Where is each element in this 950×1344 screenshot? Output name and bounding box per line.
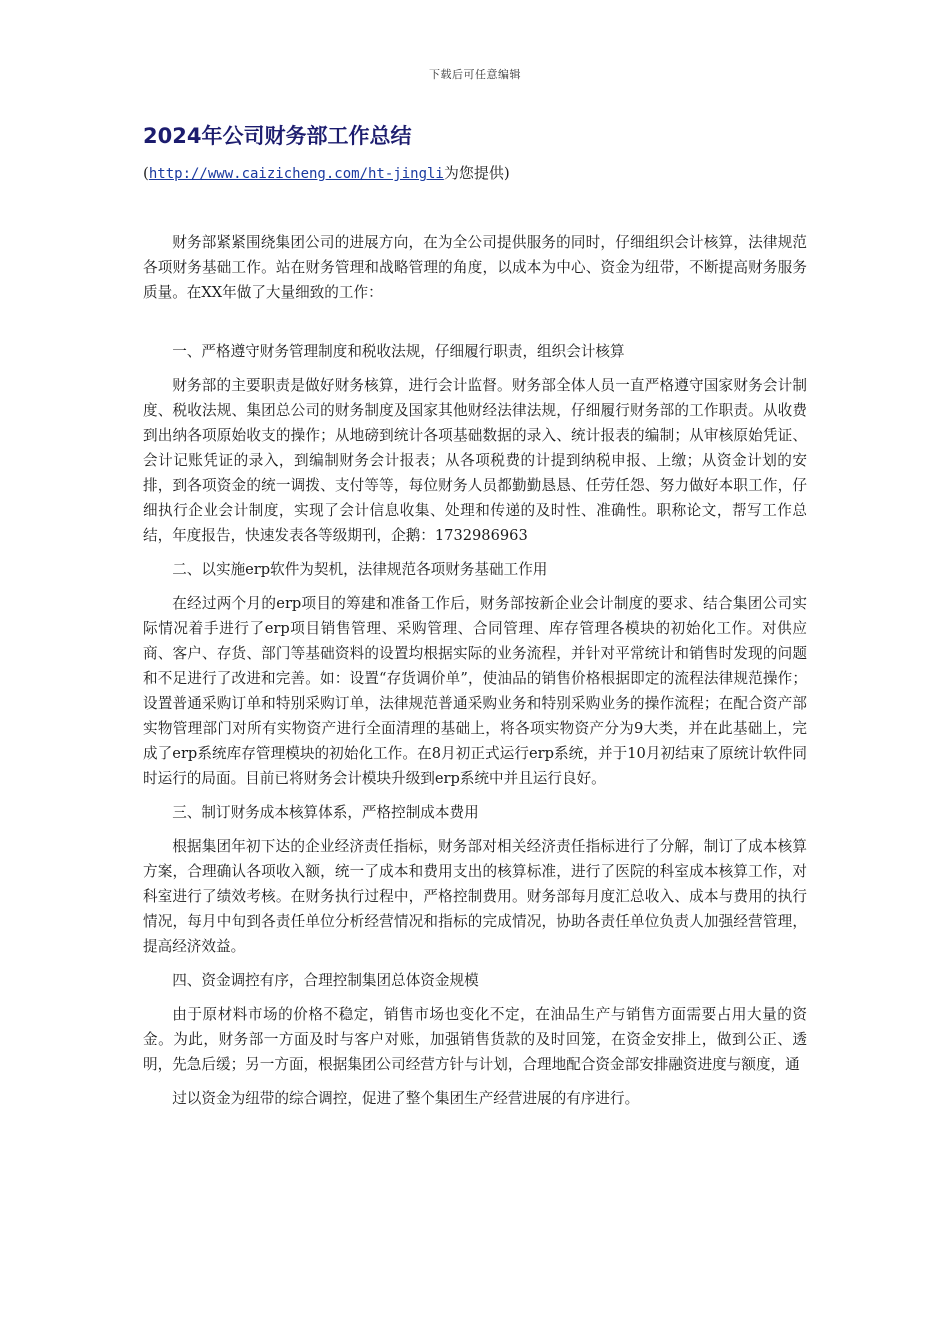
source-suffix: 为您提供) xyxy=(443,164,510,182)
section-heading-4: 四、资金调控有序，合理控制集团总体资金规模 xyxy=(172,972,479,989)
section-heading-1: 一、严格遵守财务管理制度和税收法规，仔细履行职责，组织会计核算 xyxy=(172,343,625,360)
section-heading-3: 三、制订财务成本核算体系，严格控制成本费用 xyxy=(172,804,479,821)
document-title: 2024年公司财务部工作总结 xyxy=(143,124,412,148)
intro-paragraph: 财务部紧紧围绕集团公司的进展方向，在为全公司提供服务的同时，仔细组织会计核算，法律规范各项财务基础工作。站在财务管理和战略管理的角度，以成本为中心、资金为纽带，不断提高财务服务质量。在XX年做了大量细致的工作： xyxy=(143,234,807,301)
page-header-note: 下载后可任意编辑 xyxy=(429,68,521,81)
source-open-paren: ( xyxy=(143,164,149,182)
source-link[interactable]: http://www.caizicheng.com/ht-jingli xyxy=(148,166,444,182)
closing-paragraph: 过以资金为纽带的综合调控，促进了整个集团生产经营进展的有序进行。 xyxy=(172,1090,640,1107)
source-line xyxy=(143,162,510,183)
document-body xyxy=(143,230,807,1120)
section-heading-2: 二、以实施erp软件为契机，法律规范各项财务基础工作用 xyxy=(172,561,548,578)
section-body-2: 在经过两个月的erp项目的筹建和准备工作后，财务部按新企业会计制度的要求、结合集团公司实际情况着手进行了erp项目销售管理、采购管理、合同管理、库存管理各模块的初始化工作。对供应商、客户、存货、部门等基础资料的设置均根据实际的业务流程，并针对平常统计和销售时发现的问题和不足进行了改进和完善。如：设置“存货调价单”，使油品的销售价格根据即定的流程法律规范操作；设置普通采购订单和特别采购订单，法律规范普通采购业务和特别采购业务的操作流程；在配合资产部实物管理部门对所有实物资产进行全面清理的基础上，将各项实物资产分为9大类，并在此基础上，完成了erp系统库存管理模块的初始化工作。在8月初正式运行erp系统，并于10月初结束了原统计软件同时运行的局面。目前已将财务会计模块升级到erp系统中并且运行良好。 xyxy=(143,595,807,787)
section-body-3: 根据集团年初下达的企业经济责任指标，财务部对相关经济责任指标进行了分解，制订了成本核算方案，合理确认各项收入额，统一了成本和费用支出的核算标准，进行了医院的科室成本核算工作，对科室进行了绩效考核。在财务执行过程中，严格控制费用。财务部每月度汇总收入、成本与费用的执行情况，每月中旬到各责任单位分析经营情况和指标的完成情况，协助各责任单位负责人加强经营管理，提高经济效益。 xyxy=(143,838,807,955)
section-body-1: 财务部的主要职责是做好财务核算，进行会计监督。财务部全体人员一直严格遵守国家财务会计制度、税收法规、集团总公司的财务制度及国家其他财经法律法规，仔细履行财务部的工作职责。从收费到出纳各项原始收支的操作；从地磅到统计各项基础数据的录入、统计报表的编制；从审核原始凭证、会计记账凭证的录入，到编制财务会计报表；从各项税费的计提到纳税申报、上缴；从资金计划的安排，到各项资金的统一调拨、支付等等，每位财务人员都勤勤恳恳、任劳任怨、努力做好本职工作，仔细执行企业会计制度，实现了会计信息收集、处理和传递的及时性、准确性。职称论文，帮写工作总结，年度报告，快速发表各等级期刊，企鹅：1732986963 xyxy=(143,377,807,544)
section-body-4: 由于原材料市场的价格不稳定，销售市场也变化不定，在油品生产与销售方面需要占用大量的资金。为此，财务部一方面及时与客户对账，加强销售货款的及时回笼，在资金安排上，做到公正、透明，先急后缓；另一方面，根据集团公司经营方针与计划，合理地配合资金部安排融资进度与额度，通 xyxy=(143,1006,807,1073)
